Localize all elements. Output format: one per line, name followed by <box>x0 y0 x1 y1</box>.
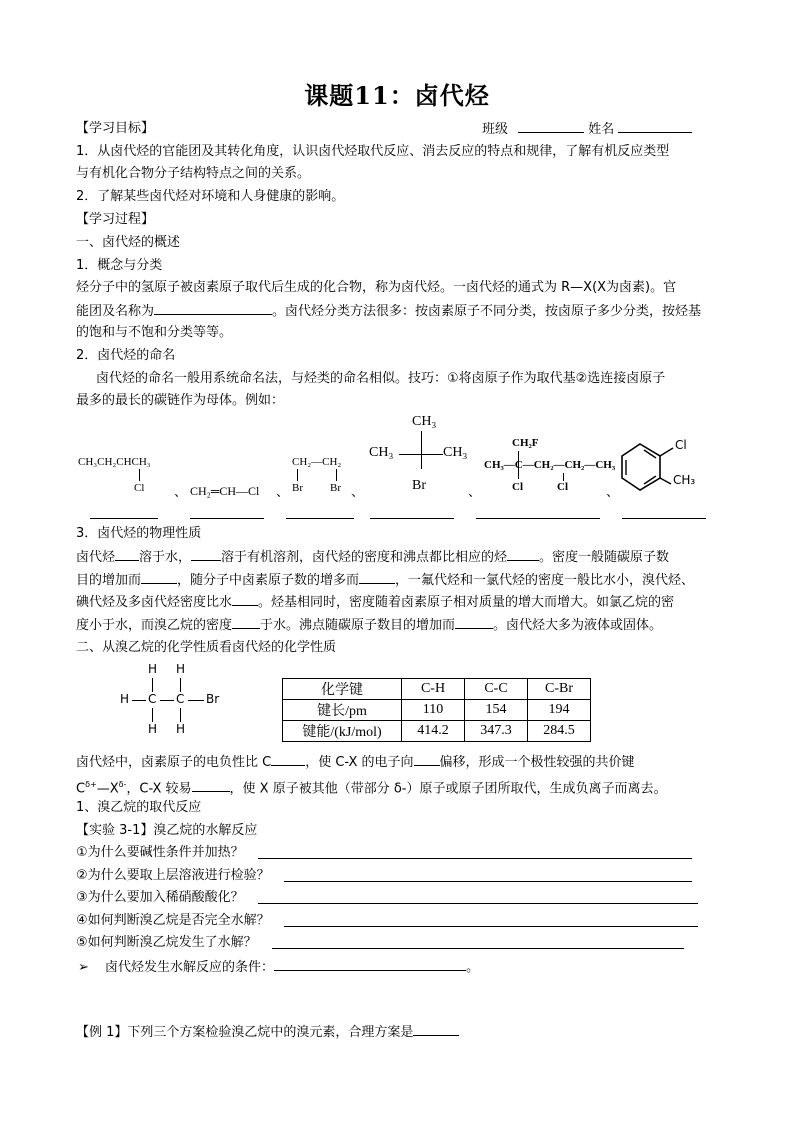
separator: 、 <box>174 485 188 500</box>
structure-6-ch3: CH₃ <box>673 473 696 487</box>
name-blank[interactable] <box>618 118 692 133</box>
concept-line-2: 能团及名称为 。卤代烃分类方法很多：按卤素原子不同分类，按卤原子多少分类，按烃基 <box>76 300 701 323</box>
question-5: ⑤如何判断溴乙烷发生了水解？ <box>76 935 257 950</box>
structure-5-bond-v2 <box>563 473 564 481</box>
question-2: ②为什么要取上层溶液进行检验？ <box>76 868 270 883</box>
structure-3-bond-left <box>297 469 298 481</box>
question-4: ④如何判断溴乙烷是否完全水解？ <box>76 913 270 928</box>
name-label: 姓名 <box>588 122 615 137</box>
substitution-heading: 1、溴乙烷的取代反应 <box>76 800 202 815</box>
separator: 、 <box>276 485 290 500</box>
subsection-physical: 3．卤代烃的物理性质 <box>76 526 202 541</box>
question-3: ③为什么要加入稀硝酸酸化？ <box>76 890 244 905</box>
structure-4-bottom: Br <box>412 478 426 493</box>
structure-4-bond-h <box>399 454 443 455</box>
bond-table <box>282 678 591 742</box>
section-2-heading: 二、从溴乙烷的化学性质看卤代烃的化学性质 <box>76 640 337 655</box>
concept-line-1: 烃分子中的氢原子被卤素原子取代后生成的化合物，称为卤代烃。一卤代烃的通式为 R—X(X为卤素)。官 <box>76 280 677 295</box>
condition-blank[interactable] <box>274 956 466 971</box>
name-blank-1[interactable] <box>90 518 158 519</box>
question-1: ①为什么要碱性条件并加热？ <box>76 845 244 860</box>
experiment-heading: 【实验 3-1】溴乙烷的水解反应 <box>76 823 258 838</box>
page-title: 课题11：卤代烃 <box>304 81 490 110</box>
structure-4-left: CH₃ <box>369 445 394 460</box>
bond-table-header: 化学键 C-H C-C C-Br <box>283 679 591 700</box>
structure-5-cl1: Cl <box>512 481 523 493</box>
answer-blank-1[interactable] <box>258 858 692 859</box>
name-blank-5[interactable] <box>476 518 600 519</box>
class-field <box>482 118 692 141</box>
separator: 、 <box>606 485 620 500</box>
bromoethane-structure: H H H C C Br H H <box>120 662 220 736</box>
electronegativity-line-1: 卤代烃中，卤素原子的电负性比 C ，使 C-X 的电子向 偏移，形成一个极性较强的共价键 <box>76 751 635 774</box>
structure-6-cl: Cl <box>675 438 687 452</box>
structure-3-left: Br <box>292 482 303 494</box>
concept-line-3: 的饱和与不饱和分类等等。 <box>76 325 233 340</box>
goals-label: 【学习目标】 <box>76 121 155 136</box>
process-label: 【学习过程】 <box>76 212 155 227</box>
structure-4-right: CH₃ <box>443 445 468 460</box>
benzene-ring <box>620 438 680 494</box>
physical-line-2: 目的增加而 ，随分子中卤素原子数的增多而 ，一氟代烃和一氯代烃的密度一般比水小，溴代烃、 <box>76 569 694 592</box>
functional-group-blank[interactable] <box>154 300 272 315</box>
separator: 、 <box>468 485 482 500</box>
bond-table-row: 键长/pm 110 154 194 <box>283 700 591 721</box>
structure-1-main: CH₃CH₂CHCH₃ <box>78 456 151 468</box>
answer-blank-2[interactable] <box>284 881 692 882</box>
example-1: 【例 1】下列三个方案检验溴乙烷中的溴元素，合理方案是 <box>76 1021 459 1044</box>
goal-line-1: 1．从卤代烃的官能团及其转化角度，认识卤代烃取代反应、消去反应的特点和规律，了解有机反应类型 <box>76 144 670 159</box>
structure-4-top: CH₃ <box>412 414 437 429</box>
physical-line-4: 度小于水，而溴乙烷的密度 于水。沸点随碳原子数目的增加而 。卤代烃大多为液体或固体。 <box>76 614 662 637</box>
goal-line-3: 2．了解某些卤代烃对环境和人身健康的影响。 <box>76 189 345 204</box>
structure-2: CH₂═CH—Cl <box>190 484 260 498</box>
name-blank-3[interactable] <box>286 518 354 519</box>
answer-blank-4[interactable] <box>284 926 698 927</box>
example-blank[interactable] <box>413 1021 459 1036</box>
condition-line: ➢ 卤代烃发生水解反应的条件： 。 <box>78 956 479 979</box>
class-label: 班级 <box>482 122 509 137</box>
structure-5-main: CH₃—C—CH₂—CH₂—CH₃ <box>484 459 616 471</box>
section-1-heading: 一、卤代烃的概述 <box>76 235 181 250</box>
structure-3-right: Br <box>330 482 341 494</box>
subsection-naming: 2．卤代烃的命名 <box>76 348 176 363</box>
answer-blank-5[interactable] <box>272 948 684 949</box>
structure-5-top: CH₂F <box>512 437 539 449</box>
electronegativity-line-2: $C^{\delta+}—X^{\delta-}$，C-X 较易 ，使 X 原子被其他（带部分 δ-）原子或原子团所取代，生成负离子而离去。 <box>76 774 667 800</box>
separator: 、 <box>351 485 365 500</box>
subsection-concept: 1．概念与分类 <box>76 258 163 273</box>
bond-table-row: 键能/(kJ/mol) 414.2 347.3 284.5 <box>283 721 591 742</box>
name-blank-2[interactable] <box>190 518 264 519</box>
structure-4-bond-v <box>421 431 422 469</box>
answer-blank-3[interactable] <box>258 903 698 904</box>
naming-line-1: 卤代烃的命名一般用系统命名法，与烃类的命名相似。技巧：①将卤原子作为取代基②选连接卤原子 <box>96 371 666 386</box>
name-blank-6[interactable] <box>622 518 706 519</box>
structure-3-bond-right <box>336 469 337 481</box>
naming-line-2: 最多的最长的碳链作为母体。例如： <box>76 393 285 408</box>
structure-3-top: CH₂—CH₂ <box>292 456 342 468</box>
structure-1-bond <box>139 469 140 481</box>
goal-line-2: 与有机化合物分子结构特点之间的关系。 <box>76 166 311 181</box>
name-blank-4[interactable] <box>370 518 454 519</box>
class-blank[interactable] <box>518 118 584 133</box>
arrow-bullet-icon: ➢ <box>78 960 89 975</box>
structure-1-sub: Cl <box>134 482 145 494</box>
physical-line-3: 碘代烃及多卤代烃密度比水 。烃基相同时，密度随着卤素原子相对质量的增大而增大。如氯乙烷的密 <box>76 591 674 614</box>
physical-line-1: 卤代烃 溶于水， 溶于有机溶剂，卤代烃的密度和沸点都比相应的烃 。密度一般随碳原子数 <box>76 546 669 569</box>
structure-5-cl2: Cl <box>557 481 568 493</box>
